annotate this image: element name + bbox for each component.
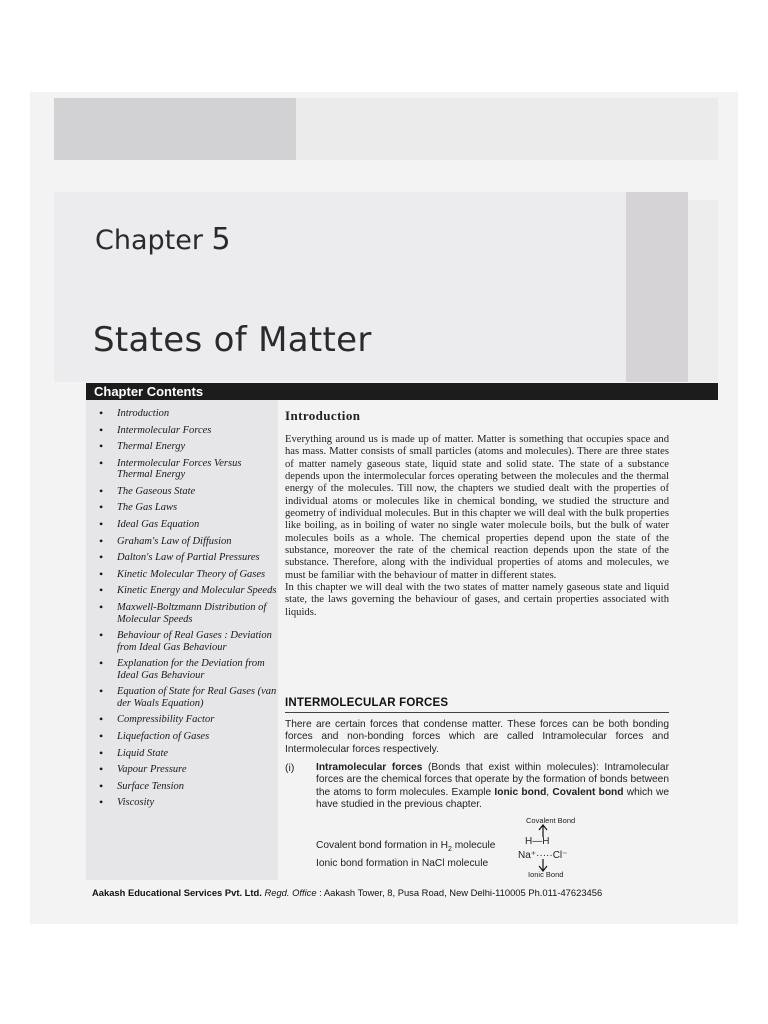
ionic-bond-line: Ionic bond formation in NaCl molecule xyxy=(316,858,489,869)
footer-company: Aakash Educational Services Pvt. Ltd. xyxy=(92,887,262,898)
contents-item[interactable]: • Vapour Pressure xyxy=(99,764,279,776)
chapter-side-strip xyxy=(626,192,688,382)
covalent-line-tail: molecule xyxy=(451,840,496,851)
contents-item[interactable]: • Liquefaction of Gases xyxy=(99,731,279,743)
introduction-heading: Introduction xyxy=(285,408,361,423)
contents-item[interactable]: • Kinetic Energy and Molecular Speeds xyxy=(99,585,279,597)
nacl-molecule: Na⁺·····Cl⁻ xyxy=(518,850,568,861)
introduction-paragraph-2: In this chapter we will deal with the two states of matter namely gaseous state and liquid state, the laws governing the behaviour of gases, and certain properties associated with liquids. xyxy=(285,582,669,618)
header-band-dark-block xyxy=(54,98,296,160)
chapter-contents-list xyxy=(99,408,279,814)
contents-item[interactable]: • Viscosity xyxy=(99,797,279,809)
chapter-word: Chapter xyxy=(95,225,203,256)
section-divider xyxy=(285,712,669,713)
introduction-paragraph-1: Everything around us is made up of matter. Matter is something that occupies space and has mass. Matter consists of small particles (atoms and molecules). There are three states of matter namely gaseous state, liquid state and solid state. The state of a substance depends upon the intermolecular forces operating between the molecules and the thermal energy of the molecules. Till now, the chapters we studied dealt with the properties of individual atoms or molecules like in chemical bonding, we studied the structure and geometry of individual molecules. But in this chapter we will deal with the bulk properties like boiling, as in boiling of water no single water molecule boils, but the bulk of water molecules boils as a whole. The chemical properties depend upon the state of the substance, moreover the rate of the chemical reaction depends upon the state of the substance. Therefore, along with the individual properties of atoms and molecules, we must be familiar with the behaviour of matter in different states. xyxy=(285,434,669,581)
contents-item[interactable]: • Explanation for the Deviation from Ideal Gas Behaviour xyxy=(99,658,279,681)
chapter-side-strip-light xyxy=(688,200,718,382)
intramolecular-text: Intramolecular forces are the chemical forces that operate by the formation of bonds between the atoms to form molecules. Example xyxy=(316,762,669,798)
page-footer xyxy=(92,887,672,898)
contents-item[interactable]: • Introduction xyxy=(99,408,279,420)
ionic-bond-term: Ionic bond xyxy=(494,786,547,798)
contents-item[interactable]: • Equation of State for Real Gases (van der Waals Equation) xyxy=(99,686,279,709)
chapter-title: States of Matter xyxy=(93,320,372,360)
bond-diagram xyxy=(508,814,598,882)
contents-item[interactable]: • Liquid State xyxy=(99,748,279,760)
ionic-bond-label: Ionic Bond xyxy=(528,870,564,879)
intramolecular-term: Intramolecular forces xyxy=(316,762,423,773)
h2-molecule: H—H xyxy=(525,836,550,847)
contents-item[interactable]: • Thermal Energy xyxy=(99,441,279,453)
contents-item[interactable]: • The Gas Laws xyxy=(99,502,279,514)
intramolecular-item xyxy=(316,762,669,812)
term-separator: , xyxy=(546,786,553,798)
footer-office-label: Regd. Office xyxy=(264,887,317,898)
intermolecular-heading: INTERMOLECULAR FORCES xyxy=(285,697,449,709)
covalent-bond-term: Covalent bond xyxy=(552,786,624,798)
contents-item[interactable]: • Intermolecular Forces Versus Thermal Energy xyxy=(99,458,279,481)
list-item-number: (i) xyxy=(285,762,295,774)
contents-item[interactable]: • Graham's Law of Diffusion xyxy=(99,536,279,548)
covalent-line-text: Covalent bond formation in H xyxy=(316,840,448,851)
intramolecular-paren: (Bonds that exist within molecules): xyxy=(422,762,599,773)
contents-item[interactable]: • Surface Tension xyxy=(99,781,279,793)
covalent-subscript: 2 xyxy=(447,846,452,854)
contents-item[interactable]: • Behaviour of Real Gases : Deviation from Ideal Gas Behaviour xyxy=(99,630,279,653)
introduction-section xyxy=(285,408,669,619)
contents-item[interactable]: • Intermolecular Forces xyxy=(99,425,279,437)
contents-item[interactable]: • Dalton's Law of Partial Pressures xyxy=(99,552,279,564)
contents-item[interactable]: • Maxwell-Boltzmann Distribution of Molecular Speeds xyxy=(99,602,279,625)
chapter-number: 5 xyxy=(211,222,231,257)
intermolecular-paragraph: There are certain forces that condense matter. These forces can be both bonding forces and non-bonding forces which are called Intramolecular forces and Intermolecular forces respectively. xyxy=(285,719,669,755)
covalent-bond-label: Covalent Bond xyxy=(526,816,576,825)
chapter-contents-bar xyxy=(86,383,718,400)
covalent-bond-line xyxy=(316,840,495,853)
contents-item[interactable]: • Compressibility Factor xyxy=(99,714,279,726)
chapter-contents-heading: Chapter Contents xyxy=(94,384,204,399)
contents-item[interactable]: • Kinetic Molecular Theory of Gases xyxy=(99,569,279,581)
footer-address: : Aakash Tower, 8, Pusa Road, New Delhi-110005 Ph.011-47623456 xyxy=(316,887,603,898)
chapter-label xyxy=(95,222,231,257)
intramolecular-tail: which we have studied in the previous chapter. xyxy=(316,786,670,811)
contents-item[interactable]: • The Gaseous State xyxy=(99,486,279,498)
contents-item[interactable]: • Ideal Gas Equation xyxy=(99,519,279,531)
